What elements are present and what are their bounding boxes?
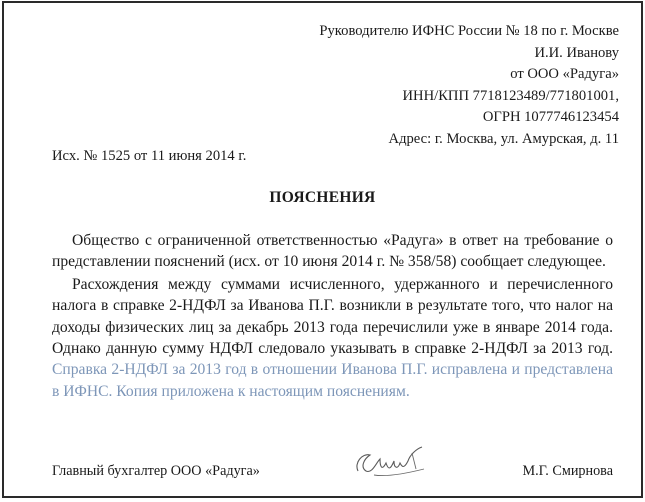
document-page: [2, 1, 643, 498]
outgoing-reference: Исх. № 1525 от 11 июня 2014 г.: [52, 148, 247, 164]
addressee-line: ОГРН 1077746123454: [482, 109, 619, 126]
paragraph-2-main: Расхождения между суммами исчисленного, удержанного и перечисленного налога в справке 2-НДФЛ за Иванова П.Г. возникли в результате того, что налог на доходы физических лиц за декабрь 2013 года перечислили уже в январе 2014 года. Однако данную сумму НДФЛ следовало указывать в справке 2-НДФЛ за 2013 год.: [52, 275, 613, 358]
signer-role: Главный бухгалтер ООО «Радуга»: [52, 463, 260, 479]
signature-row: [52, 459, 613, 483]
addressee-block: [319, 21, 619, 151]
addressee-line: Адрес: г. Москва, ул. Амурская, д. 11: [388, 130, 619, 147]
addressee-line: от ООО «Радуга»: [510, 66, 619, 83]
document-body: [52, 230, 613, 403]
document-title: ПОЯСНЕНИЯ: [269, 189, 376, 206]
addressee-line: ИНН/КПП 7718123489/771801001,: [402, 87, 619, 104]
paragraph-2: [52, 274, 613, 402]
paragraph-1: Общество с ограниченной ответственностью «Радуга» в ответ на требование о представлении пояснений (исх. от 10 июня 2014 г. № 358/58) сообщает следующее.: [52, 232, 613, 271]
paragraph-2-highlight: Справка 2-НДФЛ за 2013 год в отношении Иванова П.Г. исправлена и представлена в ИФНС. Копия приложена к настоящим пояснениям.: [52, 361, 613, 400]
addressee-line: И.И. Иванову: [534, 44, 619, 61]
signer-name: М.Г. Смирнова: [522, 463, 613, 479]
addressee-line: Руководителю ИФНС России № 18 по г. Москве: [319, 23, 619, 39]
